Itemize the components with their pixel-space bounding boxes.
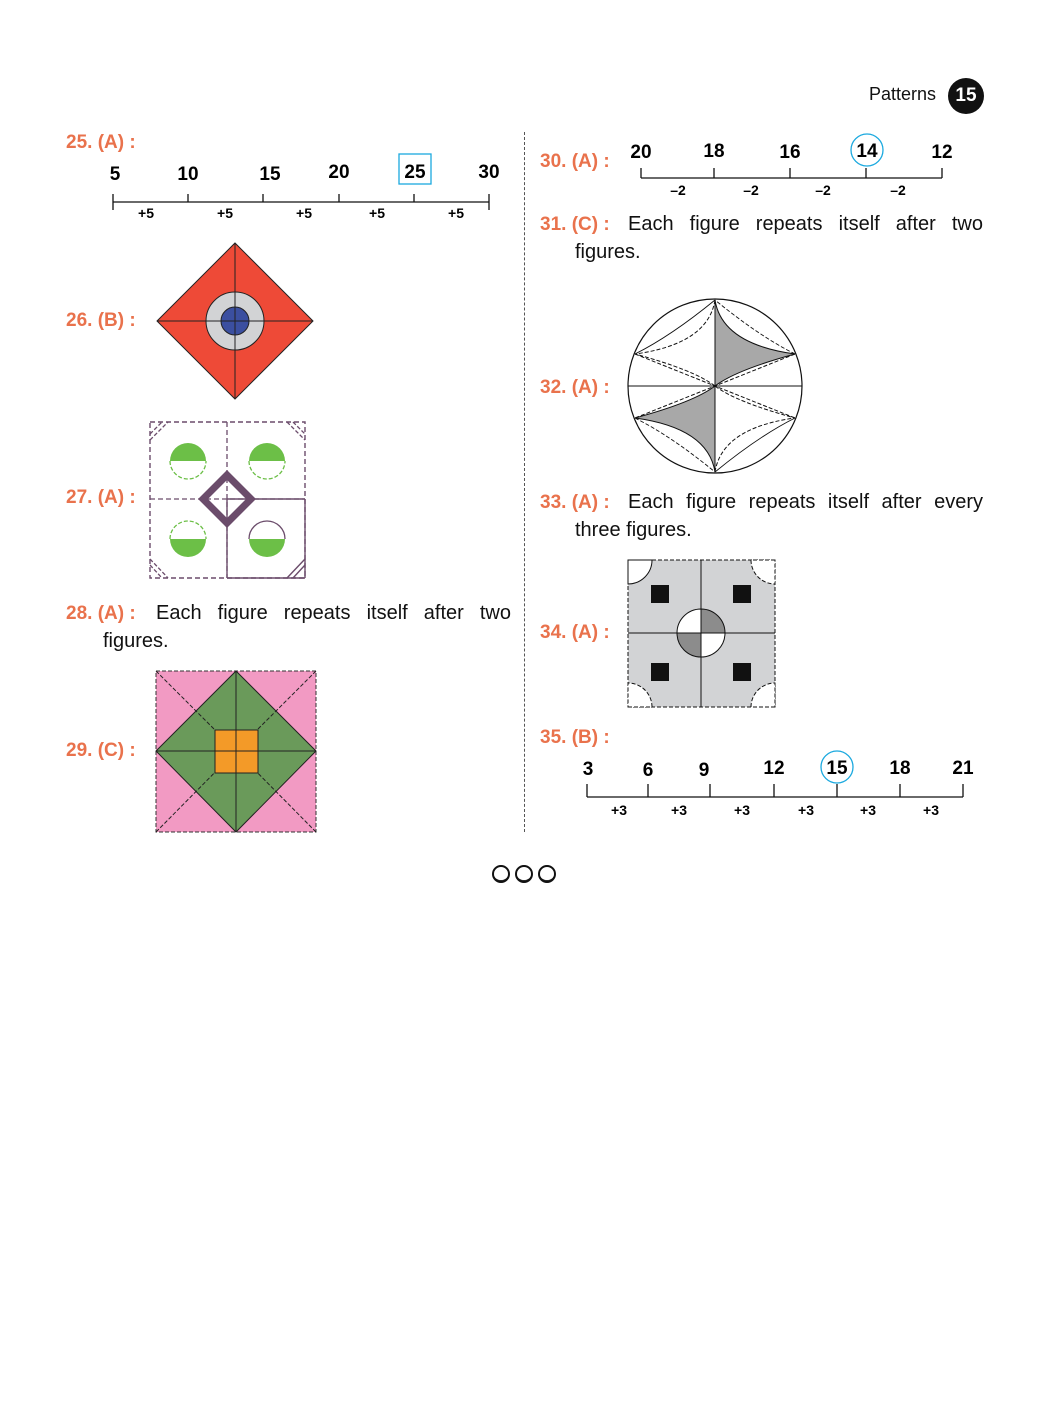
q26-figure: [156, 242, 316, 400]
page-number: 15: [948, 78, 984, 114]
q30-step: –2: [890, 182, 906, 198]
q27-figure: [148, 420, 308, 580]
q31-text: [628, 210, 983, 238]
q31-label: 31. (C) :: [540, 214, 610, 235]
q25-label: 25. (A) :: [66, 132, 136, 153]
q25-step: +5: [138, 205, 154, 221]
q28-text: [156, 599, 511, 627]
q25-step: +5: [296, 205, 312, 221]
q35-step: +3: [860, 802, 876, 818]
q35-num-answer: 15: [826, 758, 848, 779]
q33-label: 33. (A) :: [540, 492, 610, 513]
q35-step: +3: [923, 802, 939, 818]
q28-text-line2: figures.: [103, 630, 169, 652]
q30-number-line: [620, 132, 970, 202]
q27-label: 27. (A) :: [66, 487, 136, 508]
q35-num: 18: [889, 758, 911, 779]
q31-text-line1: Each figure repeats itself after two: [628, 213, 983, 235]
q25-num-answer: 25: [404, 162, 426, 183]
q35-step: +3: [798, 802, 814, 818]
q26-label: 26. (B) :: [66, 310, 136, 331]
q33-text-line1: Each figure repeats itself after every: [628, 491, 983, 513]
q30-num: 20: [630, 142, 652, 163]
q33-text: [628, 488, 983, 516]
q35-label: 35. (B) :: [540, 727, 610, 748]
q35-num: 21: [952, 758, 974, 779]
q25-num: 15: [259, 164, 281, 185]
q30-step: –2: [670, 182, 686, 198]
q35-num: 9: [698, 760, 710, 781]
q35-step: +3: [611, 802, 627, 818]
column-divider: [524, 132, 525, 832]
q25-num: 5: [109, 164, 121, 185]
q25-step: +5: [217, 205, 233, 221]
q25-num: 10: [177, 164, 199, 185]
q35-number-line: [570, 748, 980, 822]
q30-step: –2: [743, 182, 759, 198]
q25-step: +5: [448, 205, 464, 221]
end-ornament: [489, 862, 563, 886]
q29-label: 29. (C) :: [66, 740, 136, 761]
q25-number-line: [100, 150, 510, 225]
q25-num: 30: [478, 162, 500, 183]
q32-figure: [626, 298, 806, 478]
section-title: Patterns: [868, 84, 936, 104]
q28-text-line1: Each figure repeats itself after two: [156, 602, 511, 624]
q35-num: 3: [582, 759, 594, 780]
q35-num: 12: [763, 758, 785, 779]
q35-num: 6: [642, 760, 654, 781]
q35-step: +3: [734, 802, 750, 818]
q31-text-line2: figures.: [575, 241, 641, 263]
q30-num: 12: [931, 142, 953, 163]
q32-label: 32. (A) :: [540, 377, 610, 398]
q34-label: 34. (A) :: [540, 622, 610, 643]
q29-figure: [155, 670, 319, 834]
q30-num-answer: 14: [856, 141, 878, 162]
q30-label: 30. (A) :: [540, 151, 610, 172]
q30-step: –2: [815, 182, 831, 198]
q25-num: 20: [328, 162, 350, 183]
q25-step: +5: [369, 205, 385, 221]
q33-text-line2: three figures.: [575, 519, 692, 541]
q30-num: 18: [703, 141, 725, 162]
q30-num: 16: [779, 142, 801, 163]
q35-step: +3: [671, 802, 687, 818]
q34-figure: [627, 559, 777, 709]
q28-label: 28. (A) :: [66, 603, 136, 624]
